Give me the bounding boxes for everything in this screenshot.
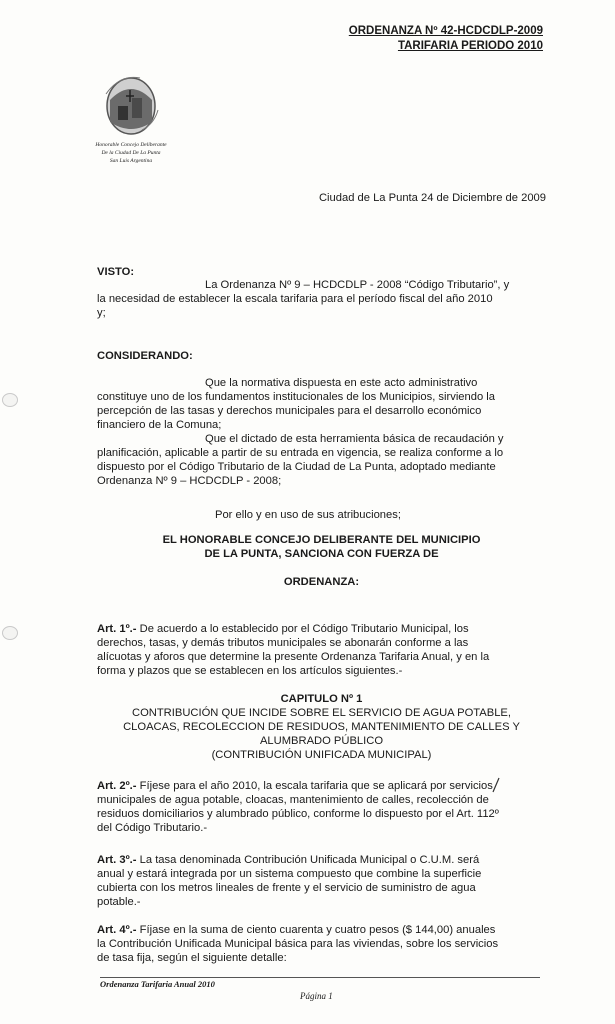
sanciona-heading: EL HONORABLE CONCEJO DELIBERANTE DEL MUNICIPIO DE LA PUNTA, SANCIONA CON FUERZA DE xyxy=(162,534,481,560)
article-4-label: Art. 4º.- xyxy=(97,924,137,936)
council-seal-logo xyxy=(100,70,162,140)
document-header xyxy=(349,24,543,54)
ordinance-number: ORDENANZA Nº 42-HCDCDLP-2009 xyxy=(348,25,543,37)
article-2-label: Art. 2º.- xyxy=(97,780,137,792)
seal-icon xyxy=(100,70,162,140)
footer-title: Ordenanza Tarifaria Anual 2010 xyxy=(100,979,215,989)
chapter-title: CAPITULO Nº 1 xyxy=(280,693,363,705)
punch-hole-mark xyxy=(2,393,18,407)
considerando-heading: CONSIDERANDO: xyxy=(97,350,193,362)
article-3: Art. 3º.- La tasa denominada Contribución Unificada Municipal o C.U.M. será anual y estará integrada por un sistema compuesto que combine la superficie cubierta con los metros lineales de frente y el servicio de suministro de agua potable.- xyxy=(97,854,482,908)
ordinance-subtitle: TARIFARIA PERIODO 2010 xyxy=(397,40,543,52)
chapter-1-heading: CAPITULO Nº 1 CONTRIBUCIÓN QUE INCIDE SOBRE EL SERVICIO DE AGUA POTABLE, CLOACAS, RECOLECCION DE RESIDUOS, MANTENIMIENTO DE CALLES Y ALUMBRADO PÚBLICO (CONTRIBUCIÓN UNIFICADA MUNICIPAL) xyxy=(97,692,546,762)
article-4: Art. 4º.- Fíjase en la suma de ciento cuarenta y cuatro pesos ($ 144,00) anuales la Contribución Unificada Municipal básica para las viviendas, sobre los servicios de tasa fija, según el siguiente detalle: xyxy=(97,924,499,964)
place-date: Ciudad de La Punta 24 de Diciembre de 2009 xyxy=(318,192,546,204)
handwritten-mark-icon xyxy=(490,776,502,794)
seal-caption: Honorable Concejo Deliberante De la Ciudad De La Punta San Luis Argentina xyxy=(95,142,167,164)
visto-line-1: La Ordenanza Nº 9 – HCDCDLP - 2008 “Código Tributario”, y xyxy=(205,279,510,291)
article-1: Art. 1º.- De acuerdo a lo establecido por el Código Tributario Municipal, los derechos, tasas, y demás tributos municipales se abonarán conforme a las alícuotas y aforos que determine la presente Ordenanza Tarifaria Anual, y en la forma y plazos que se establecen en los artículos siguientes.- xyxy=(97,623,490,677)
article-3-label: Art. 3º.- xyxy=(97,854,137,866)
atribuciones-text: Por ello y en uso de sus atribuciones; xyxy=(215,509,401,521)
article-1-label: Art. 1º.- xyxy=(97,623,137,635)
punch-hole-mark xyxy=(2,626,18,640)
footer-rule xyxy=(100,977,540,978)
visto-heading: VISTO: xyxy=(97,266,135,278)
visto-line-2: la necesidad de establecer la escala tarifaria para el período fiscal del año 2010 xyxy=(97,293,493,305)
page-number: Página 1 xyxy=(300,991,333,1001)
considerando-paragraph-1: Que la normativa dispuesta en este acto administrativo constituye uno de los fundamentos institucionales de los Municipios, sirviendo la percepción de las tasas y derechos municipales para el desarrollo económico financiero de la Comuna; xyxy=(97,377,496,431)
article-2: Art. 2º.- Fíjese para el año 2010, la escala tarifaria que se aplicará por servicios municipales de agua potable, cloacas, mantenimiento de calles, recolección de residuos domiciliarios y alumbrado público, conforme lo dispuesto por el Art. 112º del Código Tributario.- xyxy=(97,780,499,834)
considerando-paragraph-2: Que el dictado de esta herramienta básica de recaudación y planificación, aplicable a partir de su entrada en vigencia, se realiza conforme a lo dispuesto por el Código Tributario de la Ciudad de La Punta, adoptado mediante Ordenanza Nº 9 – HCDCDLP - 2008; xyxy=(97,433,504,487)
visto-line-3: y; xyxy=(97,307,106,319)
ordenanza-heading: ORDENANZA: xyxy=(283,576,360,588)
